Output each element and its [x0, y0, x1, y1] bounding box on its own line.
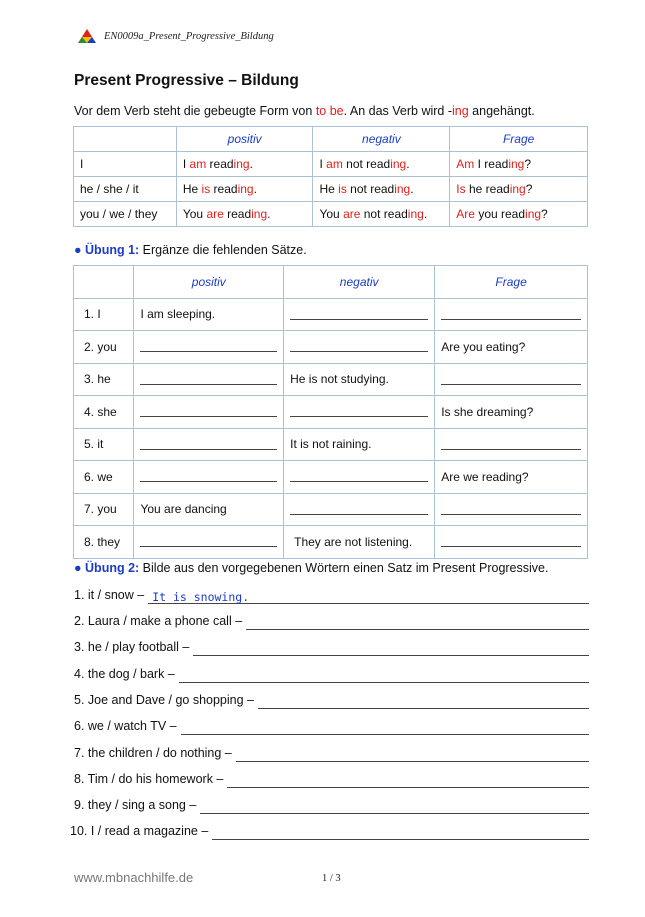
- positiv-cell: You are reading.: [176, 202, 313, 227]
- frage-answer-field[interactable]: [435, 526, 588, 559]
- positiv-answer-field[interactable]: [134, 526, 284, 559]
- frage-cell: Is he reading?: [450, 177, 588, 202]
- header-positiv: positiv: [176, 127, 313, 152]
- header-frage: Frage: [435, 266, 588, 299]
- subject-cell: you / we / they: [74, 202, 177, 227]
- answer-line[interactable]: [212, 825, 589, 840]
- table-row: [74, 363, 588, 396]
- positiv-cell: You are dancing: [134, 493, 284, 526]
- table-row: [74, 396, 588, 429]
- bullet-icon: ●: [74, 243, 86, 257]
- positiv-answer-field[interactable]: [134, 331, 284, 364]
- row-number: 7. you: [74, 493, 134, 526]
- header-cell: [74, 266, 134, 299]
- exercise2-title: ● Übung 2: Bilde aus den vorgegebenen Wörtern einen Satz im Present Progressive.: [74, 561, 549, 575]
- frage-answer-field[interactable]: [435, 428, 588, 461]
- positiv-answer-field[interactable]: [134, 396, 284, 429]
- frage-answer-field[interactable]: [435, 298, 588, 331]
- negativ-cell: You are not reading.: [313, 202, 450, 227]
- frage-cell: Are you reading?: [450, 202, 588, 227]
- exercise1-title: ● Übung 1: Ergänze die fehlenden Sätze.: [74, 243, 307, 257]
- row-number: 2. you: [74, 331, 134, 364]
- answer-line[interactable]: [148, 589, 589, 604]
- header-positiv: positiv: [134, 266, 284, 299]
- negativ-cell: He is not studying.: [284, 363, 435, 396]
- exercise2-item: 8. Tim / do his homework –: [74, 768, 589, 788]
- table-row: [74, 202, 588, 227]
- exercise2-item: 10. I / read a magazine –: [70, 820, 589, 840]
- page-title: Present Progressive – Bildung: [74, 72, 299, 89]
- table-row: [74, 152, 588, 177]
- row-number: 5. it: [74, 428, 134, 461]
- document-id: EN0009a_Present_Progressive_Bildung: [104, 30, 274, 42]
- row-number: 4. she: [74, 396, 134, 429]
- pyramid-logo-icon: [78, 29, 96, 43]
- negativ-answer-field[interactable]: [284, 396, 435, 429]
- subject-cell: he / she / it: [74, 177, 177, 202]
- answer-line[interactable]: [246, 615, 589, 630]
- negativ-cell: They are not listening.: [284, 526, 435, 559]
- handwritten-answer: It is snowing.: [152, 590, 250, 604]
- negativ-answer-field[interactable]: [284, 493, 435, 526]
- answer-line[interactable]: [258, 694, 589, 709]
- footer-url: www.mbnachhilfe.de: [74, 870, 194, 885]
- answer-line[interactable]: [193, 641, 589, 656]
- negativ-cell: It is not raining.: [284, 428, 435, 461]
- table-row: [74, 428, 588, 461]
- frage-cell: Are we reading?: [435, 461, 588, 494]
- table-header-row: [74, 127, 588, 152]
- answer-line[interactable]: [181, 720, 589, 735]
- positiv-answer-field[interactable]: [134, 428, 284, 461]
- row-number: 1. I: [74, 298, 134, 331]
- negativ-answer-field[interactable]: [284, 298, 435, 331]
- conjugation-table: [73, 126, 588, 227]
- page-number: 1 / 3: [322, 873, 341, 884]
- frage-cell: Are you eating?: [435, 331, 588, 364]
- bullet-icon: ●: [74, 561, 86, 575]
- table-header-row: [74, 266, 588, 299]
- exercise1-table: [73, 265, 588, 559]
- table-row: [74, 331, 588, 364]
- negativ-answer-field[interactable]: [284, 461, 435, 494]
- table-row: [74, 461, 588, 494]
- document-header: [78, 28, 274, 44]
- positiv-cell: He is reading.: [176, 177, 313, 202]
- positiv-cell: I am reading.: [176, 152, 313, 177]
- intro-text: Vor dem Verb steht die gebeugte Form von to be. An das Verb wird -ing angehängt.: [74, 104, 535, 118]
- exercise2-item: 2. Laura / make a phone call –: [74, 610, 589, 630]
- table-row: [74, 298, 588, 331]
- table-row: [74, 526, 588, 559]
- exercise2-item: 3. he / play football –: [74, 636, 589, 656]
- header-negativ: negativ: [284, 266, 435, 299]
- positiv-cell: I am sleeping.: [134, 298, 284, 331]
- table-row: [74, 177, 588, 202]
- answer-line[interactable]: [200, 799, 589, 814]
- positiv-answer-field[interactable]: [134, 363, 284, 396]
- header-frage: Frage: [450, 127, 588, 152]
- frage-cell: Is she dreaming?: [435, 396, 588, 429]
- exercise2-item: 6. we / watch TV –: [74, 715, 589, 735]
- header-cell: [74, 127, 177, 152]
- exercise2-item: 4. the dog / bark –: [74, 663, 589, 683]
- frage-cell: Am I reading?: [450, 152, 588, 177]
- positiv-answer-field[interactable]: [134, 461, 284, 494]
- exercise2-item: 7. the children / do nothing –: [74, 742, 589, 762]
- row-number: 8. they: [74, 526, 134, 559]
- subject-cell: I: [74, 152, 177, 177]
- frage-answer-field[interactable]: [435, 493, 588, 526]
- row-number: 6. we: [74, 461, 134, 494]
- exercise2-item: 5. Joe and Dave / go shopping –: [74, 689, 589, 709]
- negativ-answer-field[interactable]: [284, 331, 435, 364]
- negativ-cell: He is not reading.: [313, 177, 450, 202]
- frage-answer-field[interactable]: [435, 363, 588, 396]
- row-number: 3. he: [74, 363, 134, 396]
- answer-line[interactable]: [179, 668, 589, 683]
- exercise2-item: 9. they / sing a song –: [74, 794, 589, 814]
- answer-line[interactable]: [236, 747, 589, 762]
- table-row: [74, 493, 588, 526]
- header-negativ: negativ: [313, 127, 450, 152]
- answer-line[interactable]: [227, 773, 589, 788]
- negativ-cell: I am not reading.: [313, 152, 450, 177]
- exercise2-item: 1. it / snow – It is snowing.: [74, 584, 589, 604]
